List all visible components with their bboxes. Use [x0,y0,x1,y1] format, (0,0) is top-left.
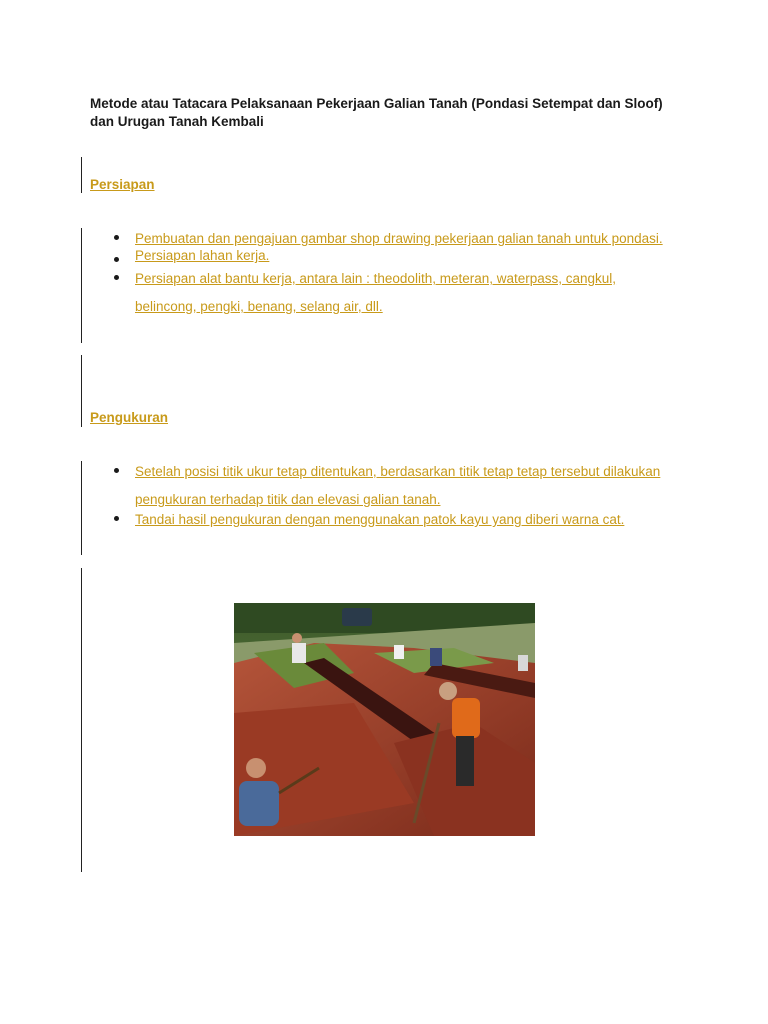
excavation-photo [234,603,535,836]
list-item[interactable] [110,265,680,321]
margin-bar [81,228,82,343]
margin-bar [81,568,82,872]
bullet-list-persiapan [110,225,680,321]
margin-bar [81,461,82,555]
bullet-list-pengukuran [110,458,680,534]
list-item-text: Setelah posisi titik ukur tetap ditentukan, berdasarkan titik tetap tetap tersebut dilakukan pengukuran terhadap titik dan elevasi galian tanah. [135,464,661,507]
list-item[interactable] [110,506,680,534]
margin-bar [81,355,82,427]
section-heading-pengukuran[interactable]: Pengukuran [90,410,169,425]
list-item-text: Tandai hasil pengukuran dengan menggunakan patok kayu yang diberi warna cat. [135,512,625,527]
document-title: Metode atau Tatacara Pelaksanaan Pekerjaan Galian Tanah (Pondasi Setempat dan Sloof) dan Urugan Tanah Kembali [90,96,663,129]
section-heading-persiapan[interactable]: Persiapan [90,177,155,192]
list-item[interactable] [110,247,680,265]
list-item-text: Persiapan alat bantu kerja, antara lain : theodolith, meteran, waterpass, cangkul, belincong, pengki, benang, selang air, dll. [135,271,617,314]
list-item-text: Pembuatan dan pengajuan gambar shop drawing pekerjaan galian tanah untuk pondasi. [135,231,663,246]
margin-bar [81,157,82,193]
list-item-text: Persiapan lahan kerja. [135,248,270,263]
